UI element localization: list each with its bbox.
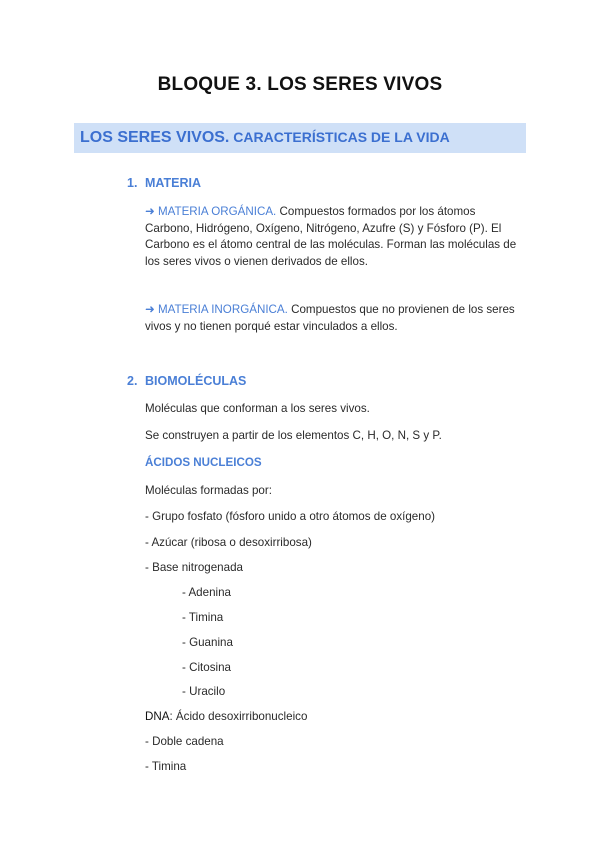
arrow-right-icon: ➜ — [145, 303, 155, 316]
section-number: 1. — [127, 176, 138, 190]
banner-title-main: LOS SERES VIVOS. — [80, 129, 230, 146]
banner-title-sub: CARACTERÍSTICAS DE LA VIDA — [229, 129, 450, 145]
paragraph-materia-inorganica — [145, 302, 525, 335]
dna-text: : Ácido desoxirribonucleico — [169, 710, 308, 723]
section-heading-text: BIOMOLÉCULAS — [145, 374, 247, 388]
dna-label: DNA — [145, 710, 170, 723]
list-item: - Azúcar (ribosa o desoxirribosa) — [145, 536, 312, 549]
term-definition: Compuestos formados por los átomos Carbono, Hidrógeno, Oxígeno, Nitrógeno, Azufre (S) y Fósforo (P). El Carbono es el átomo central de las moléculas. Forman las moléculas de los seres vivos o vienen derivados de ellos. — [145, 205, 517, 268]
list-item-nested: - Adenina — [182, 586, 231, 599]
list-item: - Doble cadena — [145, 735, 224, 748]
subheading-acidos-nucleicos: ÁCIDOS NUCLEICOS — [145, 456, 262, 469]
list-item: - Base nitrogenada — [145, 561, 243, 574]
arrow-right-icon: ➜ — [145, 205, 155, 218]
list-item-nested: - Guanina — [182, 636, 233, 649]
section-banner — [74, 123, 526, 153]
text-line: Moléculas formadas por: — [145, 484, 272, 497]
list-item-nested: - Citosina — [182, 661, 231, 674]
page-title: BLOQUE 3. LOS SERES VIVOS — [157, 74, 443, 95]
text-line: Se construyen a partir de los elementos C, H, O, N, S y P. — [145, 429, 442, 442]
section-heading-biomoleculas — [127, 374, 246, 388]
term-label: MATERIA INORGÁNICA. — [157, 303, 288, 316]
list-item-nested: - Timina — [182, 611, 224, 624]
section-heading-materia — [127, 176, 201, 190]
section-heading-text: MATERIA — [145, 176, 202, 190]
list-item-nested: - Uracilo — [182, 685, 226, 698]
section-number: 2. — [127, 374, 138, 388]
paragraph-materia-organica — [145, 204, 525, 270]
list-item: - Grupo fosfato (fósforo unido a otro átomos de oxígeno) — [145, 510, 436, 523]
list-item: - Timina — [145, 760, 187, 773]
dna-definition — [145, 710, 307, 723]
text-line: Moléculas que conforman a los seres vivos. — [145, 402, 370, 415]
term-label: MATERIA ORGÁNICA. — [157, 205, 277, 218]
term-definition: Compuestos que no provienen de los seres vivos y no tienen porqué estar vinculados a ellos. — [145, 303, 515, 333]
